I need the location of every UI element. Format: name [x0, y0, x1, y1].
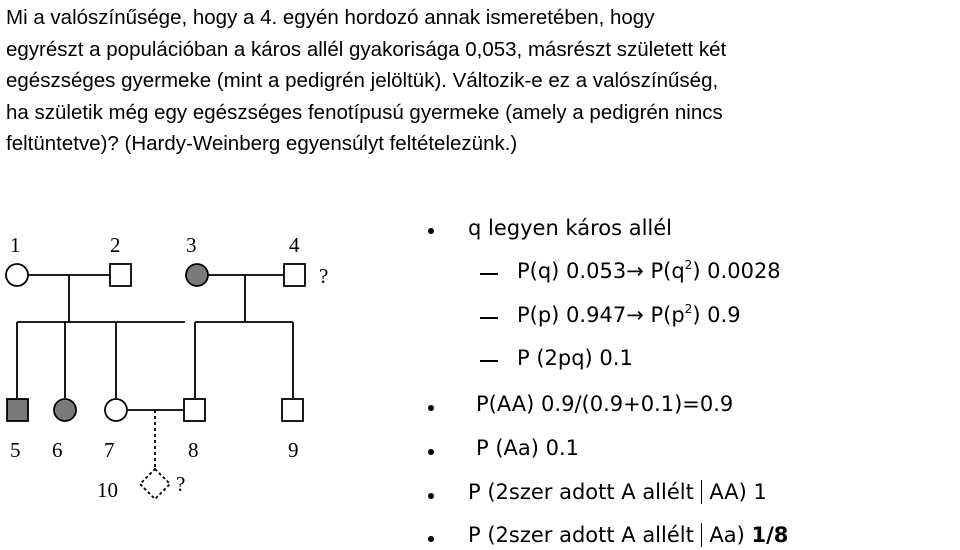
pedigree-number-10: 10	[97, 478, 118, 502]
individual-1	[6, 264, 28, 286]
question-text	[6, 2, 956, 160]
pedigree-number-9: 9	[288, 438, 299, 462]
pedigree-number-4: 4	[289, 233, 300, 257]
arrow-right-icon: →	[626, 259, 644, 283]
individual-2	[110, 264, 131, 286]
question-line: Mi a valószínűsége, hogy a 4. egyén hordozó annak ismeretében, hogy	[6, 6, 655, 29]
individual-5	[7, 399, 28, 421]
pedigree-question-mark-10: ?	[176, 472, 186, 496]
pedigree-number-5: 5	[10, 438, 21, 462]
answer-value: 1/8	[751, 523, 789, 547]
question-line: egészséges gyermeke (mint a pedigrén jelöltük). Változik-e ez a valószínűség,	[6, 69, 719, 92]
individual-9	[282, 399, 303, 421]
sub-item-q: P(q) $0.053\to P(q^2)$ 0.0028	[517, 258, 781, 283]
individual-7	[105, 399, 127, 421]
pedigree-number-8: 8	[188, 438, 199, 462]
pedigree-question-mark: ?	[319, 264, 329, 288]
bullet-p-aa-carrier: P (Aa) 0.1	[476, 436, 580, 460]
pedigree-number-2: 2	[110, 233, 121, 257]
individual-6	[54, 399, 76, 421]
pedigree-number-3: 3	[186, 233, 197, 257]
question-line: ha születik még egy egészséges fenotípusú gyermeke (amely a pedigrén nincs	[6, 100, 723, 124]
bullet-conditional-aa: P (2szer adott A allélt AA) 1	[468, 480, 767, 504]
bullet-conditional-aa-carrier: P (2szer adott A allélt Aa) 1/8	[468, 523, 789, 547]
arrow-right-icon: →	[626, 303, 644, 327]
individual-3	[186, 264, 208, 286]
bullet-q-definition: q legyen káros allél	[468, 216, 673, 240]
individual-8	[184, 399, 205, 421]
question-line: egyrészt a populációban a káros allél gyakorisága 0,053, másrészt született két	[6, 37, 727, 61]
bullet-p-aa: P(AA) 0.9/(0.9+0.1)=0.9	[476, 392, 734, 416]
question-line: feltüntetve)? (Hardy-Weinberg egyensúlyt feltételezünk.)	[6, 132, 518, 155]
pedigree-number-1: 1	[10, 233, 21, 257]
sub-item-2pq: P (2pq) 0.1	[517, 346, 633, 370]
pedigree-number-7: 7	[104, 438, 115, 462]
sub-item-p: P(p) $0.947\to P(p^2)$ 0.9	[517, 302, 741, 327]
pedigree-number-6: 6	[52, 438, 63, 462]
individual-4	[284, 264, 305, 286]
individual-10	[140, 469, 170, 499]
pedigree-chart	[0, 225, 400, 515]
